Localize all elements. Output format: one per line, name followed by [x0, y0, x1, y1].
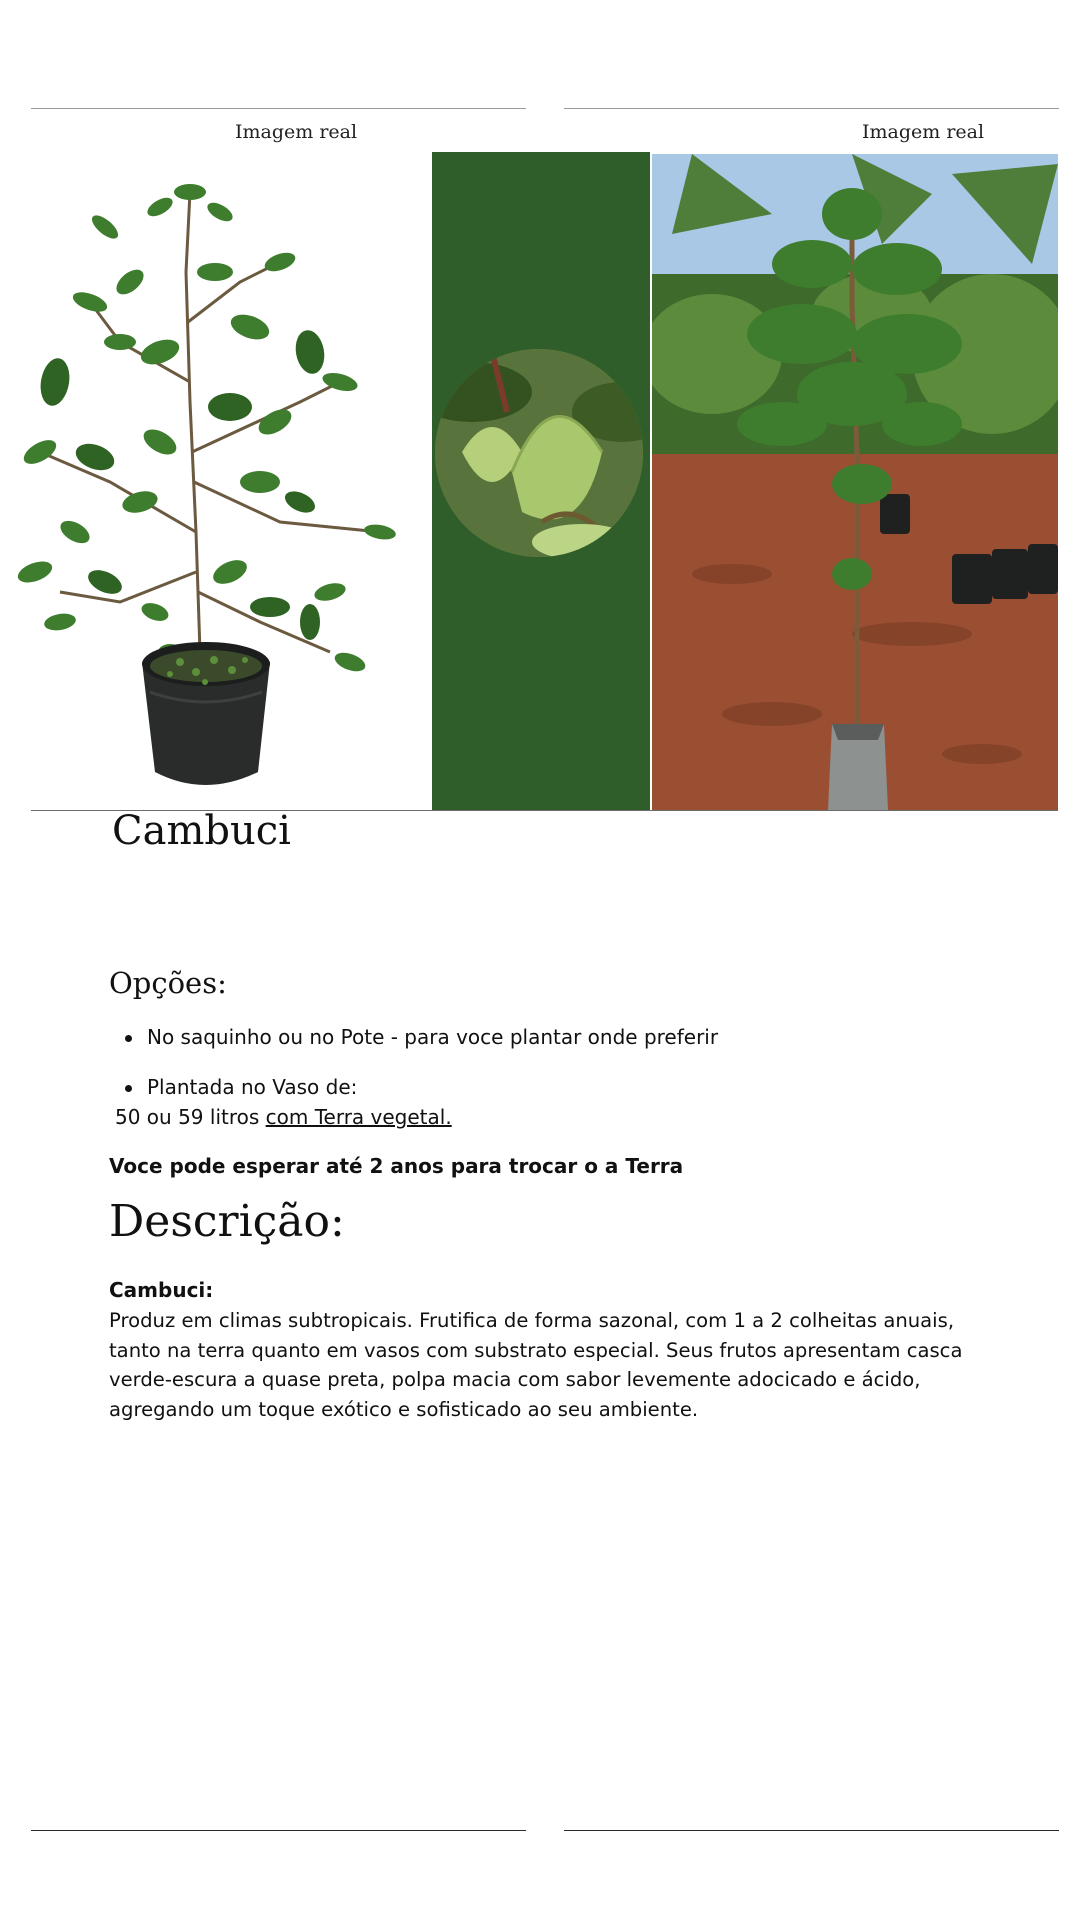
option-item-bag: No saquinho ou no Pote - para voce plantar onde preferir [109, 1024, 718, 1050]
options-heading: Opções: [109, 966, 227, 1000]
description-label: Cambuci: [109, 1278, 214, 1302]
vase-liters-text [115, 1104, 452, 1130]
options-list [109, 1024, 718, 1100]
nursery-illustration [652, 154, 1058, 810]
left-image-caption: Imagem real [235, 121, 358, 143]
plant-illustration [0, 152, 432, 810]
terra-vegetal-link[interactable]: com Terra vegetal. [265, 1105, 452, 1129]
description-heading: Descrição: [109, 1196, 345, 1247]
right-image-caption: Imagem real [862, 121, 985, 143]
nursery-plant-photo[interactable] [652, 154, 1058, 810]
description-body: Produz em climas subtropicais. Frutifica de forma sazonal, com 1 a 2 colheitas anuais, tanto na terra quanto em vasos com substrato especial. Seus frutos apresentam casca verde-escura a quase preta, polpa macia com sabor levemente adocicado e ácido, agregando um toque exótico e sofisticado ao seu ambiente. [109, 1309, 963, 1421]
fruit-closeup-panel[interactable] [432, 152, 650, 810]
top-divider-left [31, 108, 526, 109]
bottom-divider-right [564, 1830, 1059, 1831]
product-title: Cambuci [112, 808, 291, 854]
liters-prefix: 50 ou 59 litros [115, 1105, 266, 1129]
plant-pot-photo[interactable] [0, 152, 432, 810]
top-divider-right [564, 108, 1059, 109]
soil-change-note: Voce pode esperar até 2 anos para trocar o a Terra [109, 1154, 684, 1178]
option-item-vase: Plantada no Vaso de: [109, 1074, 718, 1100]
fruit-illustration [432, 152, 650, 810]
bottom-divider-left [31, 1830, 526, 1831]
